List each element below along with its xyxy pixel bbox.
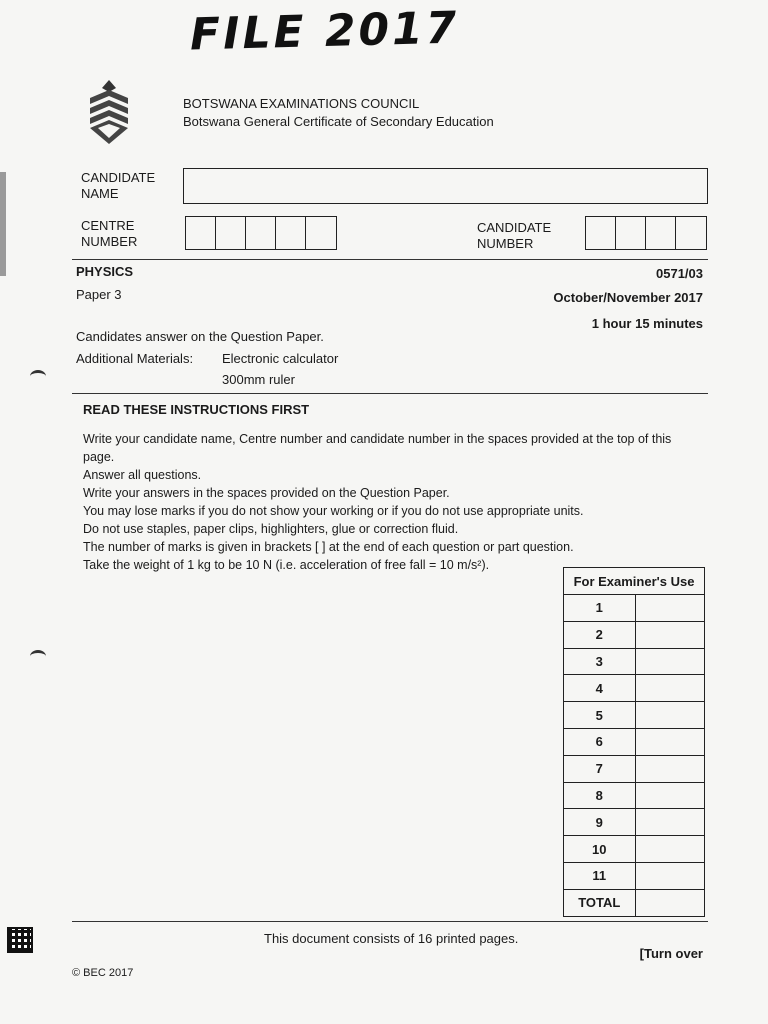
instructions-list bbox=[83, 430, 683, 574]
mark-cell bbox=[635, 728, 705, 755]
instructions-heading: READ THESE INSTRUCTIONS FIRST bbox=[83, 402, 310, 417]
exam-duration: 1 hour 15 minutes bbox=[591, 316, 703, 331]
divider bbox=[72, 393, 708, 394]
candidate-name-label: CANDIDATE NAME bbox=[81, 170, 156, 201]
mark-cell bbox=[635, 809, 705, 836]
divider bbox=[72, 921, 708, 922]
instruction-line: Write your answers in the spaces provided on the Question Paper. bbox=[83, 486, 450, 500]
question-number: 2 bbox=[564, 621, 636, 648]
question-number: 10 bbox=[564, 836, 636, 863]
paper-number: Paper 3 bbox=[76, 287, 122, 302]
bec-logo-icon bbox=[86, 78, 132, 146]
subject-code: 0571/03 bbox=[656, 266, 703, 281]
divider bbox=[72, 259, 708, 260]
instruction-line: Answer all questions. bbox=[83, 468, 202, 482]
mark-cell bbox=[635, 621, 705, 648]
mark-cell bbox=[635, 782, 705, 809]
question-number: 11 bbox=[564, 862, 636, 889]
candidate-number-field[interactable] bbox=[585, 216, 707, 250]
material-calculator: Electronic calculator bbox=[222, 351, 339, 366]
materials-label: Additional Materials: bbox=[76, 351, 194, 366]
candidate-name-field[interactable] bbox=[183, 168, 708, 204]
punch-hole bbox=[30, 650, 46, 663]
question-number: 3 bbox=[564, 648, 636, 675]
mark-cell bbox=[635, 755, 705, 782]
question-number: 4 bbox=[564, 675, 636, 702]
punch-hole bbox=[30, 370, 46, 383]
candidate-number-label: CANDIDATE NUMBER bbox=[477, 220, 552, 251]
question-number: 5 bbox=[564, 702, 636, 729]
council-name: BOTSWANA EXAMINATIONS COUNCIL bbox=[183, 96, 420, 111]
question-number: 8 bbox=[564, 782, 636, 809]
centre-number-field[interactable] bbox=[185, 216, 337, 250]
answer-note: Candidates answer on the Question Paper. bbox=[76, 329, 324, 344]
instruction-line: Write your candidate name, Centre number and candidate number in the spaces provided at the top of this page. bbox=[83, 432, 672, 464]
examiners-use-heading: For Examiner's Use bbox=[564, 568, 705, 595]
mark-cell bbox=[635, 702, 705, 729]
copyright: © BEC 2017 bbox=[72, 967, 134, 979]
exam-session: October/November 2017 bbox=[553, 290, 703, 305]
total-cell bbox=[635, 889, 705, 916]
mark-cell bbox=[635, 648, 705, 675]
subject-name: PHYSICS bbox=[76, 264, 134, 279]
centre-number-label: CENTRE NUMBER bbox=[81, 218, 138, 249]
total-label: TOTAL bbox=[564, 889, 636, 916]
material-ruler: 300mm ruler bbox=[222, 372, 295, 387]
instruction-line: You may lose marks if you do not show your working or if you do not use appropriate units. bbox=[83, 504, 584, 518]
instruction-line: Do not use staples, paper clips, highlighters, glue or correction fluid. bbox=[83, 522, 459, 536]
page-count: This document consists of 16 printed pages. bbox=[264, 931, 519, 946]
mark-cell bbox=[635, 595, 705, 622]
scanner-edge-mark bbox=[0, 172, 6, 276]
mark-cell bbox=[635, 862, 705, 889]
question-number: 9 bbox=[564, 809, 636, 836]
handwritten-note: FILE 2017 bbox=[189, 2, 460, 61]
mark-cell bbox=[635, 675, 705, 702]
mark-cell bbox=[635, 836, 705, 863]
instruction-line: Take the weight of 1 kg to be 10 N (i.e. acceleration of free fall = 10 m/s²). bbox=[83, 558, 490, 572]
certificate-name: Botswana General Certificate of Secondary Education bbox=[183, 114, 494, 129]
qr-code-icon bbox=[7, 927, 33, 953]
turn-over: [Turn over bbox=[639, 946, 703, 961]
question-number: 7 bbox=[564, 755, 636, 782]
examiners-use-table bbox=[563, 567, 705, 917]
question-number: 6 bbox=[564, 728, 636, 755]
question-number: 1 bbox=[564, 595, 636, 622]
instruction-line: The number of marks is given in brackets [ ] at the end of each question or part question. bbox=[83, 540, 574, 554]
